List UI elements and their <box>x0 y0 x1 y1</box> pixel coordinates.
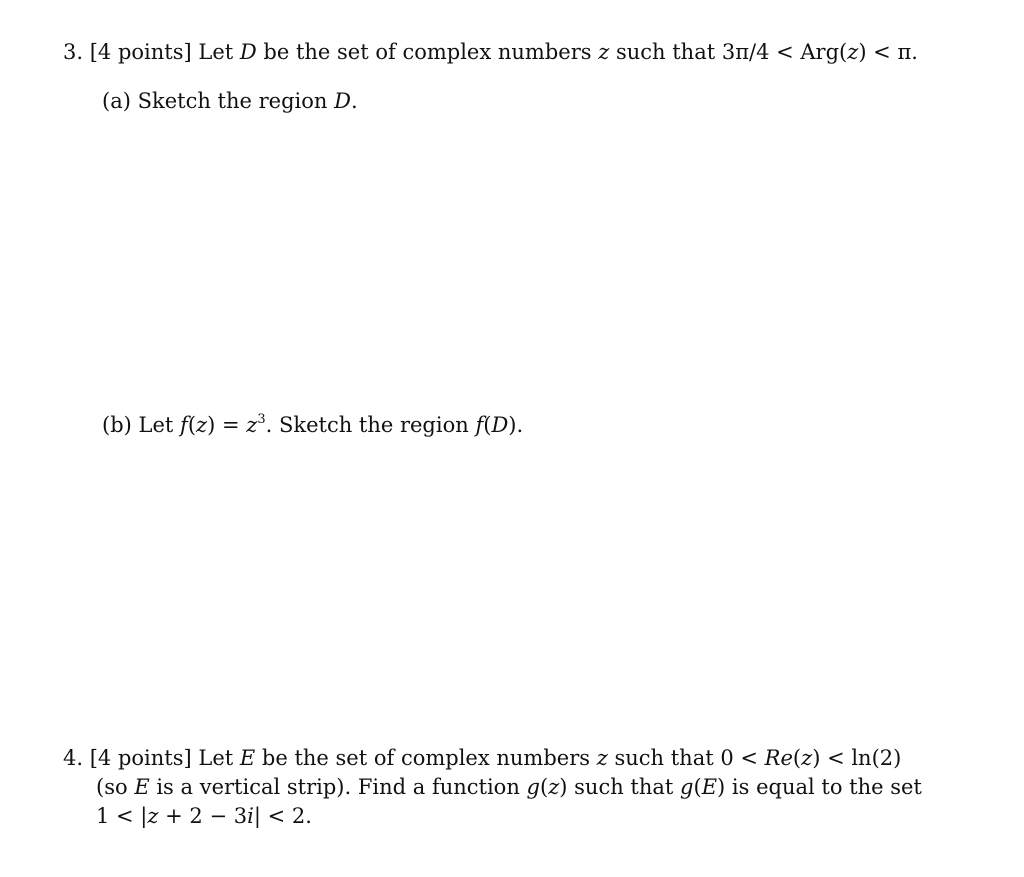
question-4-text: be the set of complex numbers <box>261 746 591 770</box>
math-var-z: z <box>596 746 608 770</box>
math-var-z: z <box>801 746 813 770</box>
part-a-text: Sketch the region <box>137 89 328 113</box>
question-3-number: 3. <box>63 40 84 64</box>
question-4-text: ) < ln(2) <box>812 746 902 770</box>
question-3-text: Let <box>198 40 234 64</box>
exponent: 3 <box>257 412 266 427</box>
question-4-inequality: 1 < | <box>96 804 148 828</box>
question-4-text: ) such that <box>559 775 674 799</box>
question-4-text: (so <box>96 775 128 799</box>
question-4-text: ) is equal to the set <box>717 775 922 799</box>
question-4-text: such that 0 < <box>614 746 758 770</box>
question-3-text: be the set of complex numbers <box>263 40 592 64</box>
part-b-label: (b) <box>102 413 132 437</box>
math-var-f: f <box>180 413 188 437</box>
math-var-z: z <box>246 413 258 437</box>
math-var-g: g <box>526 775 540 799</box>
question-3b <box>102 412 524 437</box>
math-var-E: E <box>239 746 256 770</box>
question-4-line-1 <box>63 748 901 769</box>
part-b-text: Let <box>138 413 174 437</box>
question-4-text: is a vertical strip). Find a function <box>156 775 520 799</box>
question-3-points: [4 points] <box>89 40 192 64</box>
part-b-text: . Sketch the region <box>265 413 469 437</box>
math-var-i: i <box>247 804 254 828</box>
question-3-statement <box>63 42 918 63</box>
math-re: Re <box>764 746 793 770</box>
math-var-E: E <box>701 775 718 799</box>
paren-close: ). <box>508 413 524 437</box>
paren: ( <box>483 413 492 437</box>
question-4-inequality: + 2 − 3 <box>165 804 248 828</box>
math-var-z: z <box>196 413 208 437</box>
part-a-label: (a) <box>102 89 131 113</box>
paren: ( <box>693 775 702 799</box>
question-4-points: [4 points] <box>89 746 192 770</box>
math-var-E: E <box>134 775 150 799</box>
question-4-line-2 <box>96 777 922 798</box>
math-var-g: g <box>680 775 694 799</box>
question-3-condition: such that 3π/4 < Arg( <box>615 40 848 64</box>
math-var-z: z <box>598 40 610 64</box>
math-var-D: D <box>239 40 257 64</box>
punctuation: . <box>350 89 358 113</box>
equals: ) = <box>207 413 240 437</box>
question-4-text: Let <box>198 746 234 770</box>
paren: ( <box>540 775 549 799</box>
paren: ( <box>187 413 197 437</box>
math-var-D: D <box>491 413 509 437</box>
question-3-condition-end: ) < π. <box>858 40 918 64</box>
question-3a <box>102 91 358 112</box>
math-var-z: z <box>147 804 159 828</box>
math-var-z: z <box>548 775 560 799</box>
paren: ( <box>792 746 802 770</box>
question-4-line-3 <box>96 806 312 827</box>
question-4-number: 4. <box>63 746 84 770</box>
math-var-z: z <box>847 40 859 64</box>
question-4-inequality-end: | < 2. <box>253 804 312 828</box>
math-var-D: D <box>334 89 351 113</box>
math-var-f: f <box>475 413 484 437</box>
